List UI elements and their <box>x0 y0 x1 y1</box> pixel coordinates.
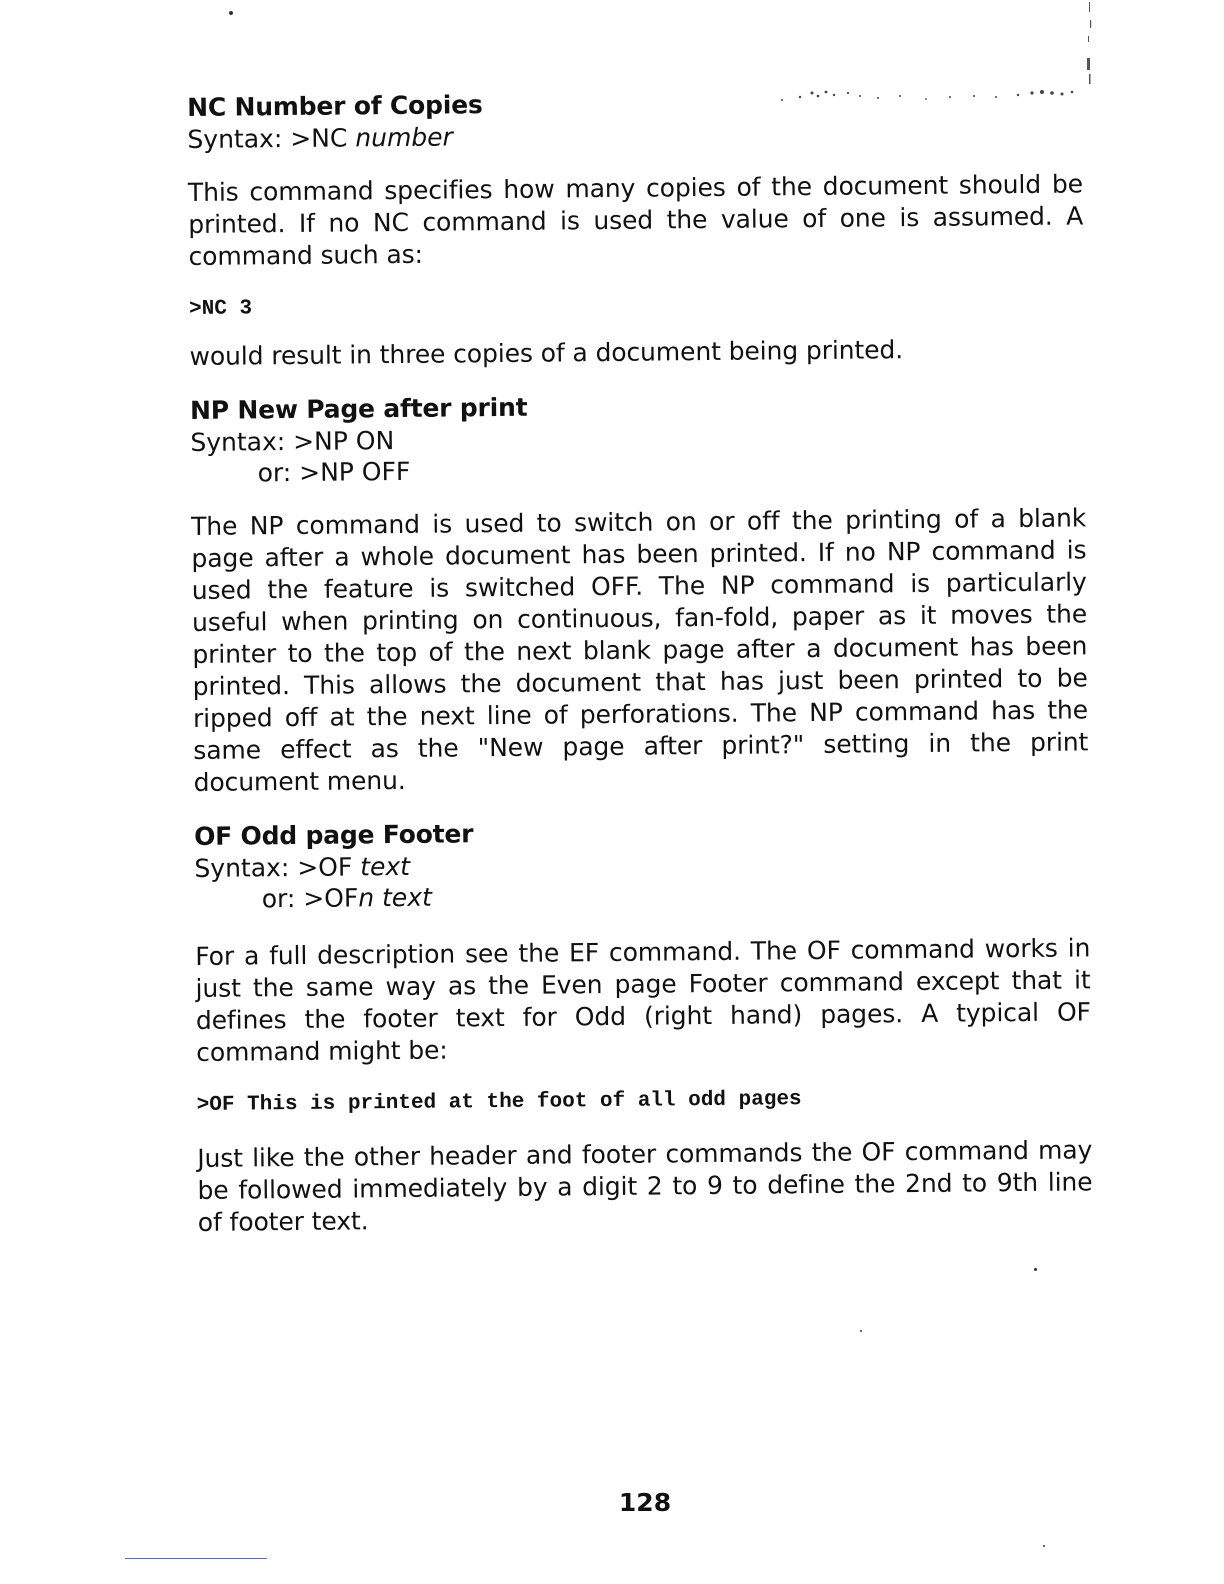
scan-dot <box>1034 1268 1037 1271</box>
code-example: >NC 3 <box>188 297 253 321</box>
body-paragraph: would result in three copies of a document being printed. <box>189 335 904 371</box>
section-of <box>194 812 1093 1239</box>
syntax-prefix: or: >OF <box>261 883 359 914</box>
syntax-argument: text <box>360 851 411 882</box>
scan-dot <box>1043 1545 1045 1547</box>
section-heading: NC Number of Copies <box>187 90 483 122</box>
syntax-prefix: or: >NP OFF <box>257 456 411 488</box>
section-np <box>190 386 1089 799</box>
page-number: 128 <box>618 1488 672 1517</box>
page-content <box>187 83 1093 1239</box>
scan-dot <box>860 1330 862 1332</box>
section-nc <box>187 83 1085 373</box>
syntax-prefix: Syntax: >OF <box>194 852 361 883</box>
syntax-argument: number <box>355 122 454 153</box>
scan-edge-artifact <box>1085 0 1093 90</box>
syntax-prefix: Syntax: >NC <box>187 123 356 154</box>
body-paragraph: Just like the other header and footer commands the OF command may be followed immediately by a digit 2 to 9 to define the 2nd to 9th line of footer text. <box>197 1135 1093 1237</box>
scan-speckle-artifact <box>760 84 1080 108</box>
syntax-prefix: Syntax: >NP ON <box>190 426 395 457</box>
section-heading: NP New Page after print <box>189 392 528 425</box>
body-paragraph: For a full description see the EF command. The OF command works in just the same way as the Even page Footer command except that it defines the footer text for Odd (right hand) pages. A typical OF command might be: <box>195 933 1092 1067</box>
scan-underline-artifact <box>125 1558 267 1559</box>
body-paragraph: This command specifies how many copies of the document should be printed. If no NC command is used the value of one is assumed. A command such as: <box>187 169 1084 271</box>
scan-dot <box>229 11 233 15</box>
section-heading: OF Odd page Footer <box>194 819 474 851</box>
syntax-argument: n text <box>358 882 432 913</box>
body-paragraph: The NP command is used to switch on or off the printing of a blank page after a whole document has been printed. If no NP command is used the feature is switched OFF. The NP command is particularly useful when printing on continuous, fan-fold, paper as it moves the printer to the top of the next blank page after a document has been printed. This allows the document that has just been printed to be ripped off at the next line of perforations. The NP command has the same effect as the "New page after print?" setting in the print document menu. <box>191 503 1089 797</box>
code-example: >OF This is printed at the foot of all odd pages <box>196 1088 802 1117</box>
